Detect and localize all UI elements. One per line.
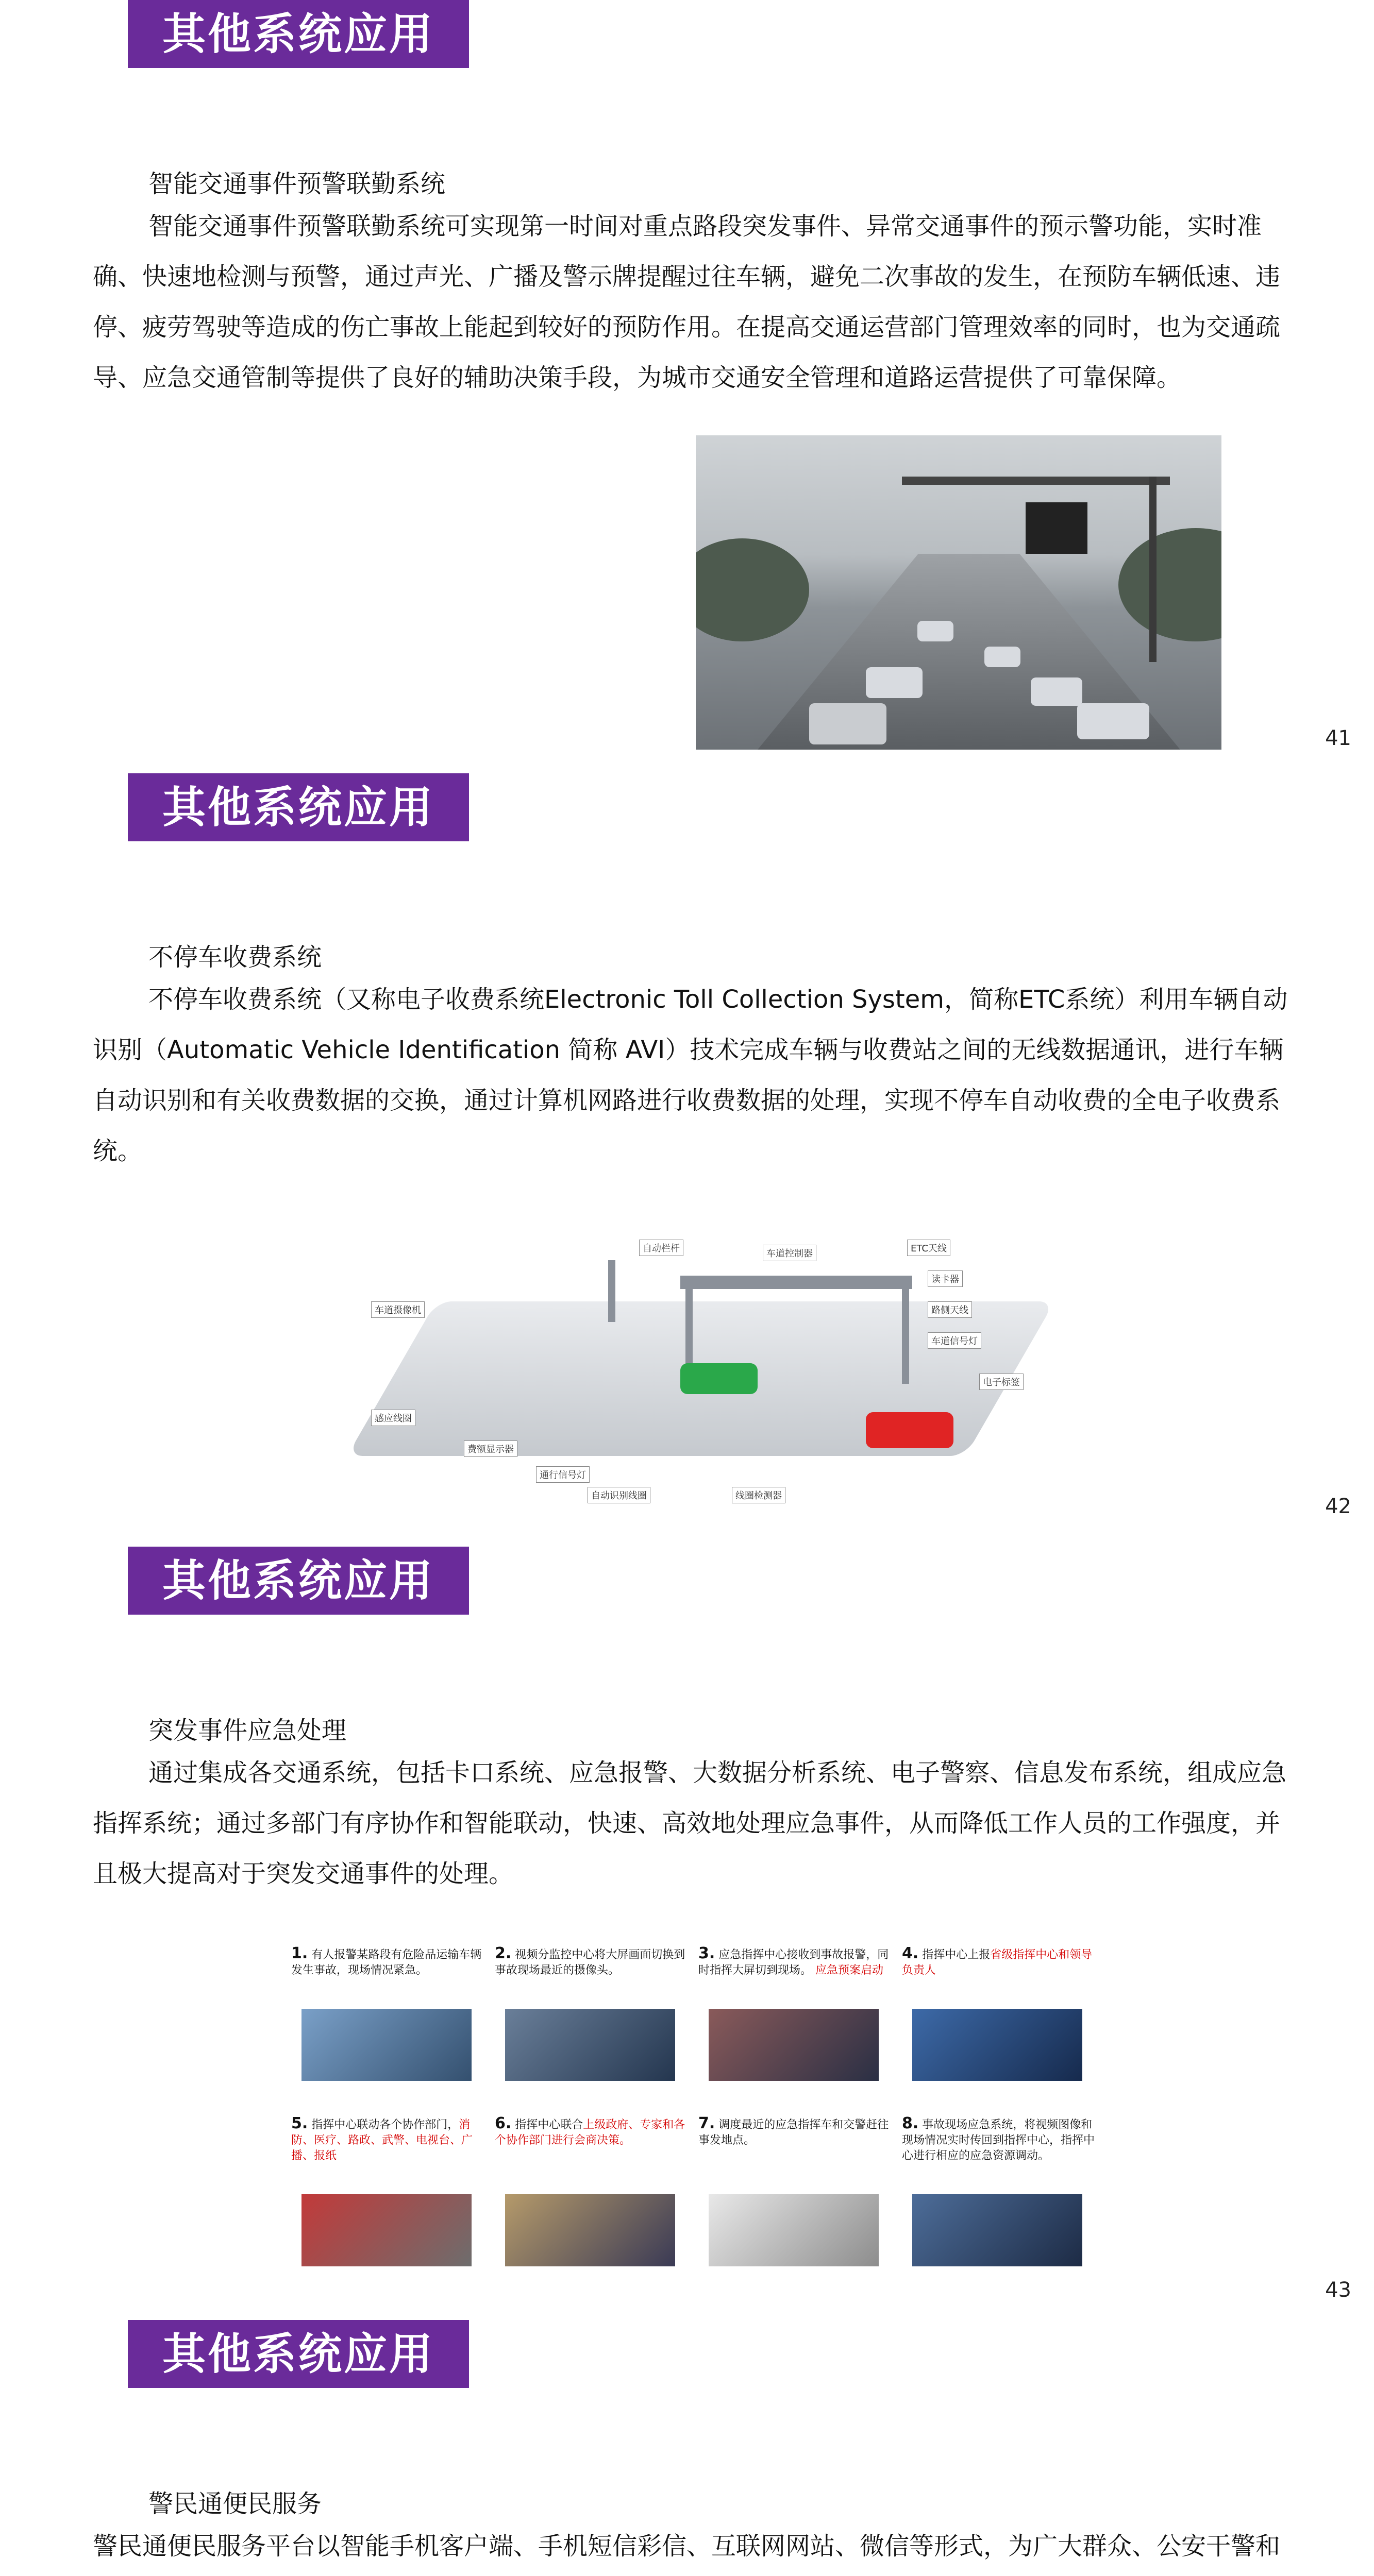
flow-step: 1. 有人报警某路段有危险品运输车辆发生事故，现场情况紧急。 <box>291 1946 487 2085</box>
emergency-flowchart <box>291 1946 1095 2276</box>
page-number: 42 <box>1325 1495 1351 1518</box>
slide-banner: 其他系统应用 <box>128 2320 469 2388</box>
diagram-label: 费额显示器 <box>464 1440 517 1457</box>
diagram-label: 自动识别线圈 <box>588 1487 650 1503</box>
slide-subtitle: 警民通便民服务 <box>148 2489 322 2518</box>
flow-step: 8. 事故现场应急系统，将视频图像和现场情况实时传回到指挥中心，指挥中心进行相应的应急资源调动。 <box>902 2116 1098 2270</box>
diagram-label: 路侧天线 <box>928 1301 972 1318</box>
slide-banner: 其他系统应用 <box>128 0 469 68</box>
slide-body: 不停车收费系统（又称电子收费系统Electronic Toll Collection System，简称ETC系统）利用车辆自动识别（Automatic Vehicle Identification 简称 AVI）技术完成车辆与收费站之间的无线数据通讯，进行车辆自动识别和有关收费数据的交换，通过计算机网路进行收费数据的处理，实现不停车自动收费的全电子收费系统。 <box>93 985 1288 1165</box>
flow-step: 3. 应急指挥中心接收到事故报警，同时指挥大屏切到现场。 应急预案启动 <box>698 1946 894 2085</box>
diagram-label: 车道信号灯 <box>928 1332 981 1349</box>
slide-44 <box>0 2320 1374 2576</box>
diagram-label: 电子标签 <box>979 1374 1024 1390</box>
slide-banner: 其他系统应用 <box>128 773 469 841</box>
diagram-label: 感应线圈 <box>371 1410 415 1426</box>
slide-body: 通过集成各交通系统，包括卡口系统、应急报警、大数据分析系统、电子警察、信息发布系统，组成应急指挥系统；通过多部门有序协作和智能联动，快速、高效地处理应急事件，从而降低工作人员的工作强度，并且极大提高对于突发交通事件的处理。 <box>93 1758 1287 1888</box>
flow-step: 5. 指挥中心联动各个协作部门，消防、医疗、路政、武警、电视台、广播、报纸 <box>291 2116 487 2270</box>
slide-body: 警民通便民服务平台以智能手机客户端、手机短信彩信、互联网网站、微信等形式，为广大群众、公安干警和 <box>93 2532 1281 2561</box>
flow-step: 4. 指挥中心上报省级指挥中心和领导负责人 <box>902 1946 1098 2085</box>
slide-banner: 其他系统应用 <box>128 1547 469 1615</box>
green-car <box>680 1363 758 1394</box>
diagram-label: ETC天线 <box>907 1240 950 1256</box>
page-number: 43 <box>1325 2278 1351 2302</box>
diagram-label: 通行信号灯 <box>536 1466 590 1483</box>
slide-43 <box>0 1547 1374 2320</box>
flow-step: 2. 视频分监控中心将大屏画面切换到事故现场最近的摄像头。 <box>495 1946 691 2085</box>
page-number: 41 <box>1325 726 1351 750</box>
foggy-highway-photo <box>696 435 1221 750</box>
diagram-label: 读卡器 <box>928 1270 963 1287</box>
etc-diagram <box>371 1240 1036 1507</box>
flow-step: 6. 指挥中心联合上级政府、专家和各个协作部门进行会商决策。 <box>495 2116 691 2270</box>
diagram-label: 车道摄像机 <box>371 1301 425 1318</box>
slide-41 <box>0 0 1374 773</box>
flow-step: 7. 调度最近的应急指挥车和交警赶往事发地点。 <box>698 2116 894 2270</box>
slide-subtitle: 不停车收费系统 <box>148 943 322 972</box>
slide-body: 智能交通事件预警联勤系统可实现第一时间对重点路段突发事件、异常交通事件的预示警功能，实时准确、快速地检测与预警，通过声光、广播及警示牌提醒过往车辆，避免二次事故的发生，在预防车辆低速、违停、疲劳驾驶等造成的伤亡事故上能起到较好的预防作用。在提高交通运营部门管理效率的同时，也为交通疏导、应急交通管制等提供了良好的辅助决策手段，为城市交通安全管理和道路运营提供了可靠保障。 <box>93 212 1281 392</box>
slide-subtitle: 突发事件应急处理 <box>148 1716 347 1745</box>
red-car <box>866 1412 953 1448</box>
diagram-label: 车道控制器 <box>763 1245 816 1261</box>
diagram-label: 自动栏杆 <box>639 1240 683 1256</box>
slide-subtitle: 智能交通事件预警联勤系统 <box>148 170 446 198</box>
slide-42 <box>0 773 1374 1547</box>
diagram-label: 线圈检测器 <box>732 1487 785 1503</box>
